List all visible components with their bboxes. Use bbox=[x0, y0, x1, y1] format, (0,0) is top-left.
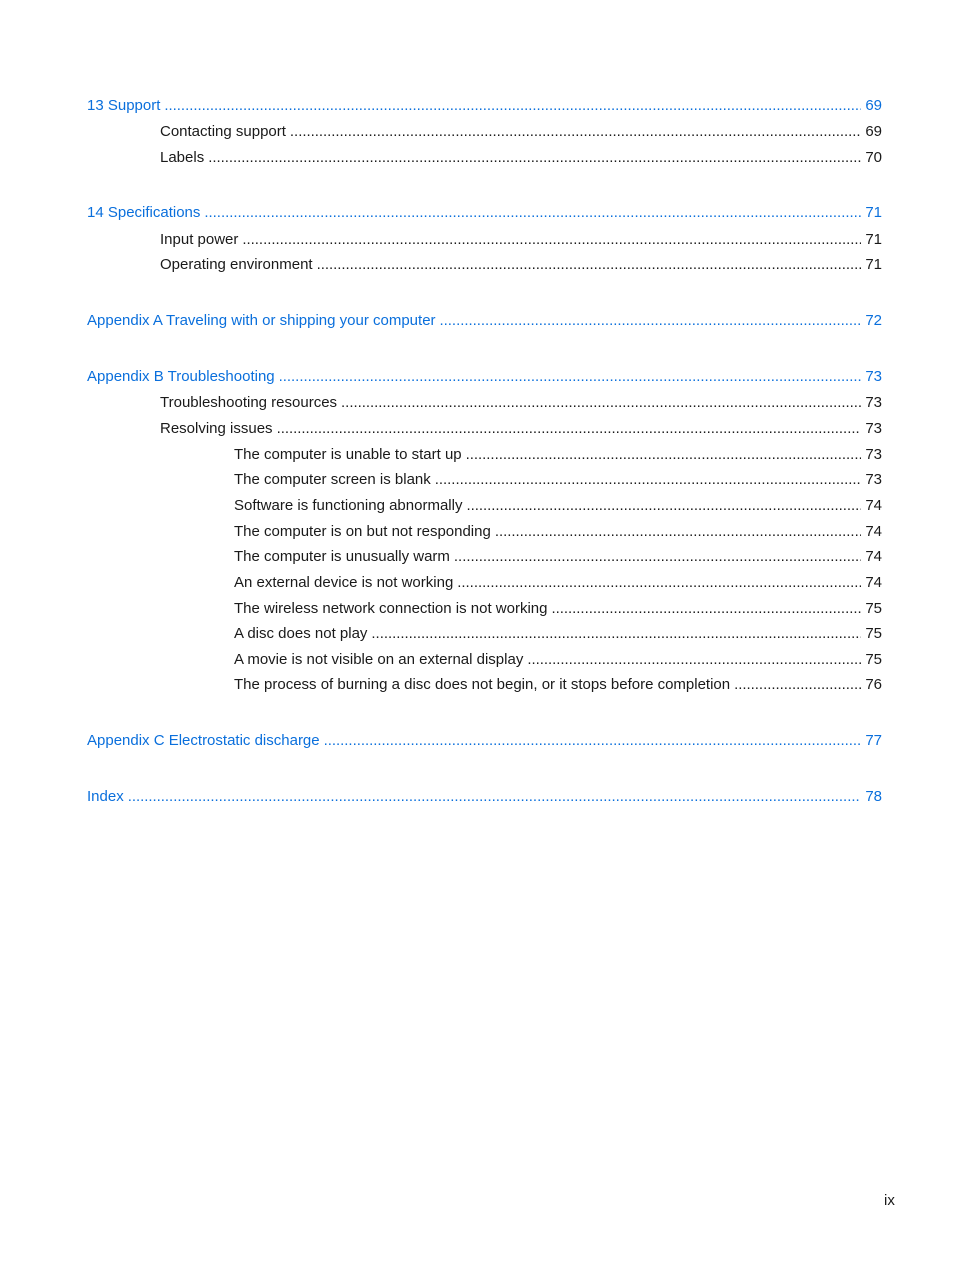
toc-entry-a-disc-does-not-play[interactable] bbox=[234, 625, 882, 643]
page-number: ix bbox=[884, 1192, 895, 1209]
toc-entry-the-computer-is-on-but-not-responding[interactable] bbox=[234, 523, 882, 541]
toc-entry-an-external-device-is-not-working[interactable] bbox=[234, 574, 882, 592]
toc-dot-leader bbox=[454, 548, 861, 566]
toc-entry-the-computer-is-unusually-warm[interactable] bbox=[234, 548, 882, 566]
toc-dot-leader bbox=[164, 97, 861, 115]
toc-entry-page: 74 bbox=[865, 548, 882, 565]
toc-entry-title: Appendix A Traveling with or shipping your computer bbox=[87, 312, 436, 329]
toc-entry-page: 73 bbox=[865, 420, 882, 437]
toc-entry-contacting-support[interactable] bbox=[160, 123, 882, 141]
toc-entry-title: A movie is not visible on an external display bbox=[234, 651, 524, 668]
toc-entry-title: A disc does not play bbox=[234, 625, 368, 642]
toc-entry-page: 75 bbox=[865, 651, 882, 668]
toc-entry-operating-environment[interactable] bbox=[160, 256, 882, 274]
toc-entry-title: Troubleshooting resources bbox=[160, 394, 338, 411]
toc-dot-leader bbox=[527, 651, 861, 669]
toc-entry-title: Operating environment bbox=[160, 256, 313, 273]
toc-chapter-link-index[interactable] bbox=[87, 788, 882, 806]
toc-entry-a-movie-is-not-visible-on-an-external-display[interactable] bbox=[234, 651, 882, 669]
toc-dot-leader bbox=[466, 446, 862, 464]
toc-entry-the-computer-is-unable-to-start-up[interactable] bbox=[234, 446, 882, 464]
toc-entry-page: 76 bbox=[865, 676, 882, 693]
toc-entry-page: 74 bbox=[865, 574, 882, 591]
toc-chapter-link-appendix-c-electrostatic-discharge[interactable] bbox=[87, 732, 882, 750]
toc-entry-troubleshooting-resources[interactable] bbox=[160, 394, 882, 412]
toc-dot-leader bbox=[466, 497, 861, 515]
toc-entry-title: 14 Specifications bbox=[87, 204, 201, 221]
toc-entry-title: The computer is unable to start up bbox=[234, 446, 462, 463]
toc-entry-title: An external device is not working bbox=[234, 574, 454, 591]
toc-entry-page: 70 bbox=[865, 149, 882, 166]
toc-entry-page: 75 bbox=[865, 600, 882, 617]
toc-entry-page: 74 bbox=[865, 523, 882, 540]
toc-dot-leader bbox=[457, 574, 861, 592]
toc-dot-leader bbox=[324, 732, 862, 750]
toc-entry-page: 69 bbox=[865, 97, 882, 114]
toc-dot-leader bbox=[734, 676, 861, 694]
toc-entry-title: The wireless network connection is not working bbox=[234, 600, 548, 617]
toc-dot-leader bbox=[204, 204, 861, 222]
toc-entry-title: The computer screen is blank bbox=[234, 471, 431, 488]
toc-entry-title: Input power bbox=[160, 231, 239, 248]
toc-dot-leader bbox=[128, 788, 862, 806]
toc-entry-title: Index bbox=[87, 788, 124, 805]
toc-dot-leader bbox=[341, 394, 861, 412]
toc-entry-page: 71 bbox=[865, 256, 882, 273]
toc-entry-input-power[interactable] bbox=[160, 231, 882, 249]
toc-dot-leader bbox=[277, 420, 862, 438]
toc-entry-page: 71 bbox=[865, 204, 882, 221]
toc-entry-page: 73 bbox=[865, 394, 882, 411]
toc-entry-the-wireless-network-connection-is-not-working[interactable] bbox=[234, 600, 882, 618]
toc-entry-title: Contacting support bbox=[160, 123, 286, 140]
toc-chapter-link-13-support[interactable] bbox=[87, 97, 882, 115]
toc-dot-leader bbox=[371, 625, 861, 643]
toc-chapter-link-14-specifications[interactable] bbox=[87, 204, 882, 222]
toc-entry-software-is-functioning-abnormally[interactable] bbox=[234, 497, 882, 515]
toc-entry-the-process-of-burning-a-disc-does-not-begin-or-it-stops-before-completion[interactable] bbox=[234, 676, 882, 694]
toc-entry-resolving-issues[interactable] bbox=[160, 420, 882, 438]
toc-entry-page: 78 bbox=[865, 788, 882, 805]
toc-entry-title: The computer is unusually warm bbox=[234, 548, 450, 565]
toc-entry-title: The computer is on but not responding bbox=[234, 523, 491, 540]
toc-dot-leader bbox=[290, 123, 861, 141]
toc-entry-title: Resolving issues bbox=[160, 420, 273, 437]
toc-entry-page: 74 bbox=[865, 497, 882, 514]
toc-dot-leader bbox=[440, 312, 862, 330]
toc-entry-title: Appendix C Electrostatic discharge bbox=[87, 732, 320, 749]
toc-dot-leader bbox=[495, 523, 861, 541]
toc-chapter-link-appendix-b-troubleshooting[interactable] bbox=[87, 368, 882, 386]
toc-entry-title: Appendix B Troubleshooting bbox=[87, 368, 275, 385]
toc-dot-leader bbox=[279, 368, 862, 386]
toc-entry-page: 71 bbox=[865, 231, 882, 248]
toc-entry-labels[interactable] bbox=[160, 149, 882, 167]
toc-entry-title: Labels bbox=[160, 149, 205, 166]
toc-dot-leader bbox=[435, 471, 862, 489]
toc-chapter-link-appendix-a-traveling-with-or-shipping-your-computer[interactable] bbox=[87, 312, 882, 330]
toc-entry-title: 13 Support bbox=[87, 97, 161, 114]
toc-entry-page: 69 bbox=[865, 123, 882, 140]
toc-dot-leader bbox=[317, 256, 862, 274]
toc-entry-page: 72 bbox=[865, 312, 882, 329]
toc-entry-title: The process of burning a disc does not begin, or it stops before completion bbox=[234, 676, 731, 693]
toc-entry-page: 73 bbox=[865, 368, 882, 385]
toc-dot-leader bbox=[242, 231, 861, 249]
toc-entry-page: 77 bbox=[865, 732, 882, 749]
toc-entry-page: 73 bbox=[865, 471, 882, 488]
toc-dot-leader bbox=[551, 600, 861, 618]
toc-entry-title: Software is functioning abnormally bbox=[234, 497, 463, 514]
toc-entry-page: 75 bbox=[865, 625, 882, 642]
toc-entry-page: 73 bbox=[865, 446, 882, 463]
toc-entry-the-computer-screen-is-blank[interactable] bbox=[234, 471, 882, 489]
toc-dot-leader bbox=[208, 149, 861, 167]
